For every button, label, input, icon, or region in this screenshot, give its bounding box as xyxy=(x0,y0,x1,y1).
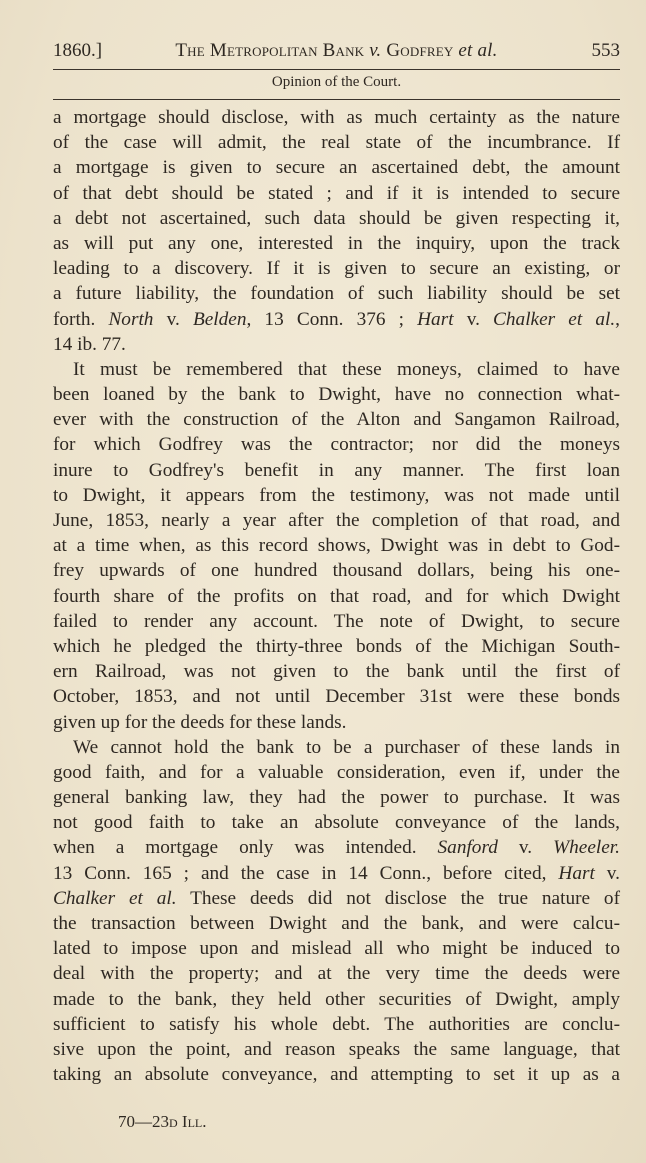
text-line xyxy=(53,835,620,860)
case-title-v: v. xyxy=(369,40,382,61)
text-run: 14 ib. 77. xyxy=(53,333,126,355)
text-run: v. xyxy=(594,862,621,884)
running-head xyxy=(53,40,620,66)
text-run: lated to impose upon and mislead all who might be induced to xyxy=(53,938,620,960)
text-line xyxy=(53,760,620,785)
text-run: v. xyxy=(153,308,193,330)
page-number: 553 xyxy=(591,40,620,61)
text-run: when a mortgage only was intended. xyxy=(53,837,438,859)
text-run: These deeds did not disclose the true nature of xyxy=(176,887,620,909)
text-line xyxy=(53,307,620,332)
text-line xyxy=(53,458,620,483)
italic-citation: Sanford xyxy=(437,837,498,859)
italic-citation: Belden xyxy=(192,308,247,330)
text-run: ern Railroad, was not given to the bank until the first of xyxy=(53,661,620,683)
text-line xyxy=(53,181,620,206)
text-line xyxy=(53,584,620,609)
text-line xyxy=(53,684,620,709)
text-line xyxy=(53,961,620,986)
text-line xyxy=(53,861,620,886)
text-line xyxy=(53,1012,620,1037)
case-title-etal: et al. xyxy=(458,40,498,61)
text-line xyxy=(53,231,620,256)
text-run: not good faith to take an absolute conveyance of the lands, xyxy=(53,812,620,834)
text-run: October, 1853, and not until December 31st were these bonds xyxy=(53,686,620,708)
text-line xyxy=(53,407,620,432)
text-run: leading to a discovery. If it is given to secure an existing, or xyxy=(53,258,620,280)
text-line xyxy=(53,206,620,231)
text-run: , xyxy=(615,308,620,330)
text-run: frey upwards of one hundred thousand dollars, being his one- xyxy=(53,560,620,582)
text-line xyxy=(53,533,620,558)
text-run: sive upon the point, and reason speaks the same language, that xyxy=(53,1038,620,1060)
text-run: the transaction between Dwight and the bank, and were calcu- xyxy=(53,913,620,934)
text-line xyxy=(53,785,620,810)
text-run: It must be remembered that these moneys, claimed to have xyxy=(73,358,620,380)
text-run: good faith, and for a valuable consideration, even if, under the xyxy=(53,761,620,783)
text-run: sufficient to satisfy his whole debt. The authorities are conclu- xyxy=(53,1013,620,1035)
text-line xyxy=(53,810,620,835)
text-line xyxy=(53,281,620,306)
text-line xyxy=(53,432,620,457)
italic-citation: Wheeler. xyxy=(553,837,620,859)
text-run: inure to Godfrey's benefit in any manner. The first loan xyxy=(53,459,620,481)
text-run: We cannot hold the bank to be a purchaser of these lands in xyxy=(73,736,620,758)
text-line xyxy=(53,609,620,634)
case-title-text: The Metropolitan Bank xyxy=(175,40,370,61)
text-run: of that debt should be stated ; and if it is intended to secure xyxy=(53,182,620,204)
text-run: 13 Conn. 165 ; and the case in 14 Conn., before cited, xyxy=(53,862,559,884)
text-run: to Dwight, it appears from the testimony, was not made until xyxy=(53,484,620,506)
text-run: which he pledged the thirty-three bonds of the Michigan South- xyxy=(53,635,620,657)
text-line xyxy=(53,886,620,911)
italic-citation: Hart xyxy=(558,862,595,884)
italic-citation: Hart xyxy=(417,308,454,330)
text-run: a mortgage is given to secure an ascertained debt, the amount xyxy=(53,157,620,179)
text-line xyxy=(53,1037,620,1062)
text-run: given up for the deeds for these lands. xyxy=(53,711,347,733)
text-line xyxy=(53,130,620,155)
opinion-text xyxy=(53,105,620,1087)
text-line xyxy=(53,155,620,180)
text-run: at a time when, as this record shows, Dwight was in debt to God- xyxy=(53,535,620,557)
text-run: failed to render any account. The note of Dwight, to secure xyxy=(53,610,620,632)
signature-mark: 70—23d Ill. xyxy=(118,1112,207,1131)
text-run: fourth share of the profits on that road, and for which Dwight xyxy=(53,585,620,607)
text-run: ever with the construction of the Alton and Sangamon Railroad, xyxy=(53,409,620,431)
text-line xyxy=(53,634,620,659)
case-title xyxy=(53,40,620,62)
section-heading: Opinion of the Court. xyxy=(271,74,402,90)
text-run: taking an absolute conveyance, and attempting to set it up as a xyxy=(53,1064,620,1086)
text-line xyxy=(53,105,620,130)
text-line xyxy=(53,735,620,760)
text-line xyxy=(53,1062,620,1087)
text-run: a mortgage should disclose, with as much certainty as the nature xyxy=(53,107,620,128)
text-run: a future liability, the foundation of such liability should be set xyxy=(53,283,620,305)
year-bracket: 1860.] xyxy=(53,40,103,61)
text-run: of the case will admit, the real state of the incumbrance. If xyxy=(53,132,620,154)
header-rule xyxy=(53,69,620,70)
text-line xyxy=(53,508,620,533)
italic-citation: Chalker et al. xyxy=(493,308,616,330)
text-line xyxy=(53,911,620,936)
text-line xyxy=(53,710,620,735)
italic-citation: Chalker et al. xyxy=(53,887,177,909)
text-line xyxy=(53,936,620,961)
text-run: a debt not ascertained, such data should be given respecting it, xyxy=(53,207,620,229)
text-line xyxy=(53,256,620,281)
text-run: been loaned by the bank to Dwight, have no connection what- xyxy=(53,384,620,406)
text-run: as will put any one, interested in the inquiry, upon the track xyxy=(53,232,620,254)
text-run: made to the bank, they held other securities of Dwight, amply xyxy=(53,988,620,1010)
text-run: forth. xyxy=(53,308,109,330)
text-line xyxy=(53,659,620,684)
text-run: , 13 Conn. 376 ; xyxy=(246,308,418,330)
text-line xyxy=(53,357,620,382)
text-line xyxy=(53,382,620,407)
text-line xyxy=(53,483,620,508)
text-line xyxy=(53,987,620,1012)
case-title-party: Godfrey xyxy=(381,40,459,61)
italic-citation: North xyxy=(108,308,154,330)
section-rule xyxy=(53,99,620,100)
text-run: June, 1853, nearly a year after the completion of that road, and xyxy=(53,510,620,531)
text-run: v. xyxy=(453,308,494,330)
text-run: general banking law, they had the power to purchase. It was xyxy=(53,787,620,809)
text-run: for which Godfrey was the contractor; nor did the moneys xyxy=(53,434,620,456)
text-line xyxy=(53,332,620,357)
text-line xyxy=(53,558,620,583)
text-run: v. xyxy=(497,837,554,859)
text-run: deal with the property; and at the very time the deeds were xyxy=(53,963,620,985)
